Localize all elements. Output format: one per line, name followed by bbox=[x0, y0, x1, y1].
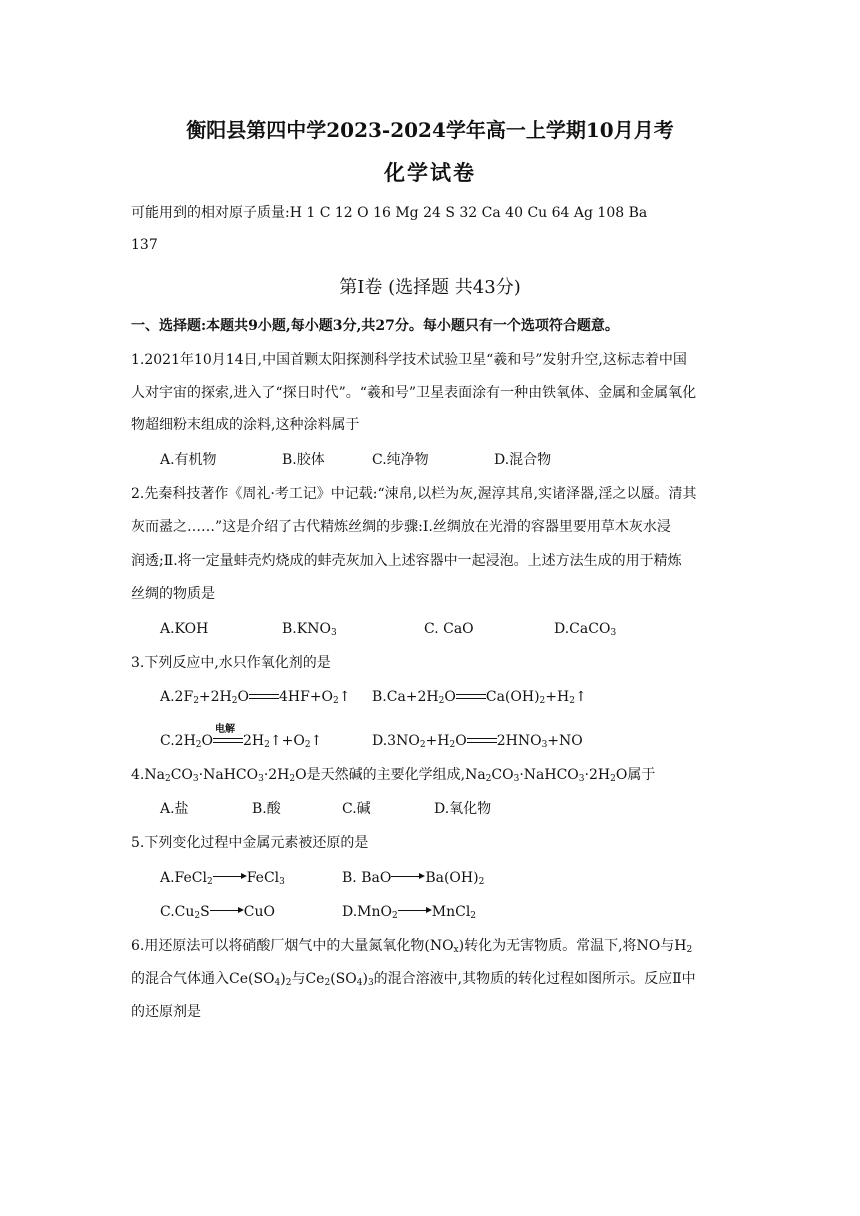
electrolysis-equals-sign bbox=[213, 724, 243, 746]
q2-line: 2.先秦科技著作《周礼·考工记》中记载:“涑帛,以栏为灰,渥淳其帛,实诸泽器,淫之以蜃。清其 bbox=[131, 486, 697, 502]
arrow-icon bbox=[398, 907, 432, 917]
equals-sign bbox=[456, 692, 486, 702]
q3-option-d: $D.3NO_2+H_2O$ $2HNO_3+NO$ bbox=[372, 733, 583, 750]
q3-option-b: $B.Ca+2H_2O$ $Ca(OH)_2+H_2↑$ bbox=[372, 689, 587, 706]
q2-line: 丝绸的物质是 bbox=[131, 586, 215, 602]
exam-subtitle: 化学试卷 bbox=[384, 160, 476, 185]
arrow-icon bbox=[213, 873, 247, 883]
q1-line: 物超细粉末组成的涂料,这种涂料属于 bbox=[131, 417, 360, 433]
q4-stem: $4.Na_2CO_3\cdot NaHCO_3\cdot 2H_2O$是天然碱的主要化学组成$,Na_2CO_3\cdot NaHCO_3\cdot 2H_2O$属于 bbox=[131, 767, 656, 784]
q4-option-d: D.氧化物 bbox=[434, 801, 492, 817]
q1-option-b: B.胶体 bbox=[282, 452, 325, 468]
q2-line: 灰而盝之……”这是介绍了古代精炼丝绸的步骤:Ⅰ.丝绸放在光滑的容器里要用草木灰水浸 bbox=[131, 519, 671, 535]
q1-line: 人对宇宙的探索,进入了“探日时代”。“羲和号”卫星表面涂有一种由铁氧体、金属和金属氧化 bbox=[131, 385, 697, 401]
q4-option-a: A.盐 bbox=[160, 801, 189, 817]
q6-line: 的混合气体通入$Ce(SO_4)_2$与$Ce_2(SO_4)_3$的混合溶液中,其物质的转化过程如图所示。反应Ⅱ中 bbox=[131, 971, 696, 988]
q5-stem: 5.下列变化过程中金属元素被还原的是 bbox=[131, 835, 369, 851]
electrolysis-label: 电解 bbox=[215, 724, 235, 735]
q3-option-a: $A.2F_2+2H_2O$ $4HF+O_2↑$ bbox=[160, 689, 351, 706]
q5-option-a: A.FeCl$_2$ FeCl$_3$ bbox=[160, 870, 285, 887]
q4-option-c: C.碱 bbox=[342, 801, 371, 817]
q5-option-d: D.MnO$_2$ MnCl$_2$ bbox=[342, 904, 477, 921]
q6-line: 6.用还原法可以将硝酸厂烟气中的大量氮氧化物$(NO_x)$转化为无害物质。常温下,将NO与$H_2$ bbox=[131, 938, 693, 955]
q1-option-a: A.有机物 bbox=[160, 452, 217, 468]
arrow-icon bbox=[391, 873, 425, 883]
section-instruction: 一、选择题:本题共9小题,每小题3分,共27分。每小题只有一个选项符合题意。 bbox=[131, 318, 619, 334]
atomic-mass-line: 可能用到的相对原子质量:H 1 C 12 O 16 Mg 24 S 32 Ca 40 Cu 64 Ag 108 Ba bbox=[131, 205, 648, 221]
equals-sign bbox=[467, 736, 497, 746]
arrow-icon bbox=[210, 907, 244, 917]
q1-option-c: C.纯净物 bbox=[372, 452, 429, 468]
atomic-mass-line-cont: 137 bbox=[131, 237, 158, 253]
q4-option-b: B.酸 bbox=[252, 801, 281, 817]
q2-option-d: D.CaCO$_3$ bbox=[554, 621, 617, 638]
exam-title: 衡阳县第四中学2023-2024学年高一上学期10月月考 bbox=[186, 118, 674, 142]
q1-line: 1.2021年10月14日,中国首颗太阳探测科学技术试验卫星“羲和号”发射升空,这标志着中国 bbox=[131, 352, 687, 368]
q1-option-d: D.混合物 bbox=[494, 452, 552, 468]
q2-option-b: $B.KNO_3$ bbox=[282, 621, 337, 638]
q3-stem: 3.下列反应中,水只作氧化剂的是 bbox=[131, 655, 331, 671]
q2-option-c: C. CaO bbox=[424, 621, 474, 637]
q2-line: 润透;Ⅱ.将一定量蚌壳灼烧成的蚌壳灰加入上述容器中一起浸泡。上述方法生成的用于精炼 bbox=[131, 553, 682, 569]
q5-option-b: B. BaO $Ba(OH)_2$ bbox=[342, 870, 485, 887]
q6-line: 的还原剂是 bbox=[131, 1004, 201, 1020]
q5-option-c: $C.Cu_2S$ CuO bbox=[160, 904, 275, 921]
section-title: 第Ⅰ卷 (选择题 共43分) bbox=[339, 277, 521, 298]
equals-sign bbox=[249, 692, 279, 702]
q3-option-c: $C.2H_2O$ 电解 $2H_2↑+O_2↑$ bbox=[160, 731, 322, 751]
q2-option-a: A.KOH bbox=[160, 621, 209, 637]
